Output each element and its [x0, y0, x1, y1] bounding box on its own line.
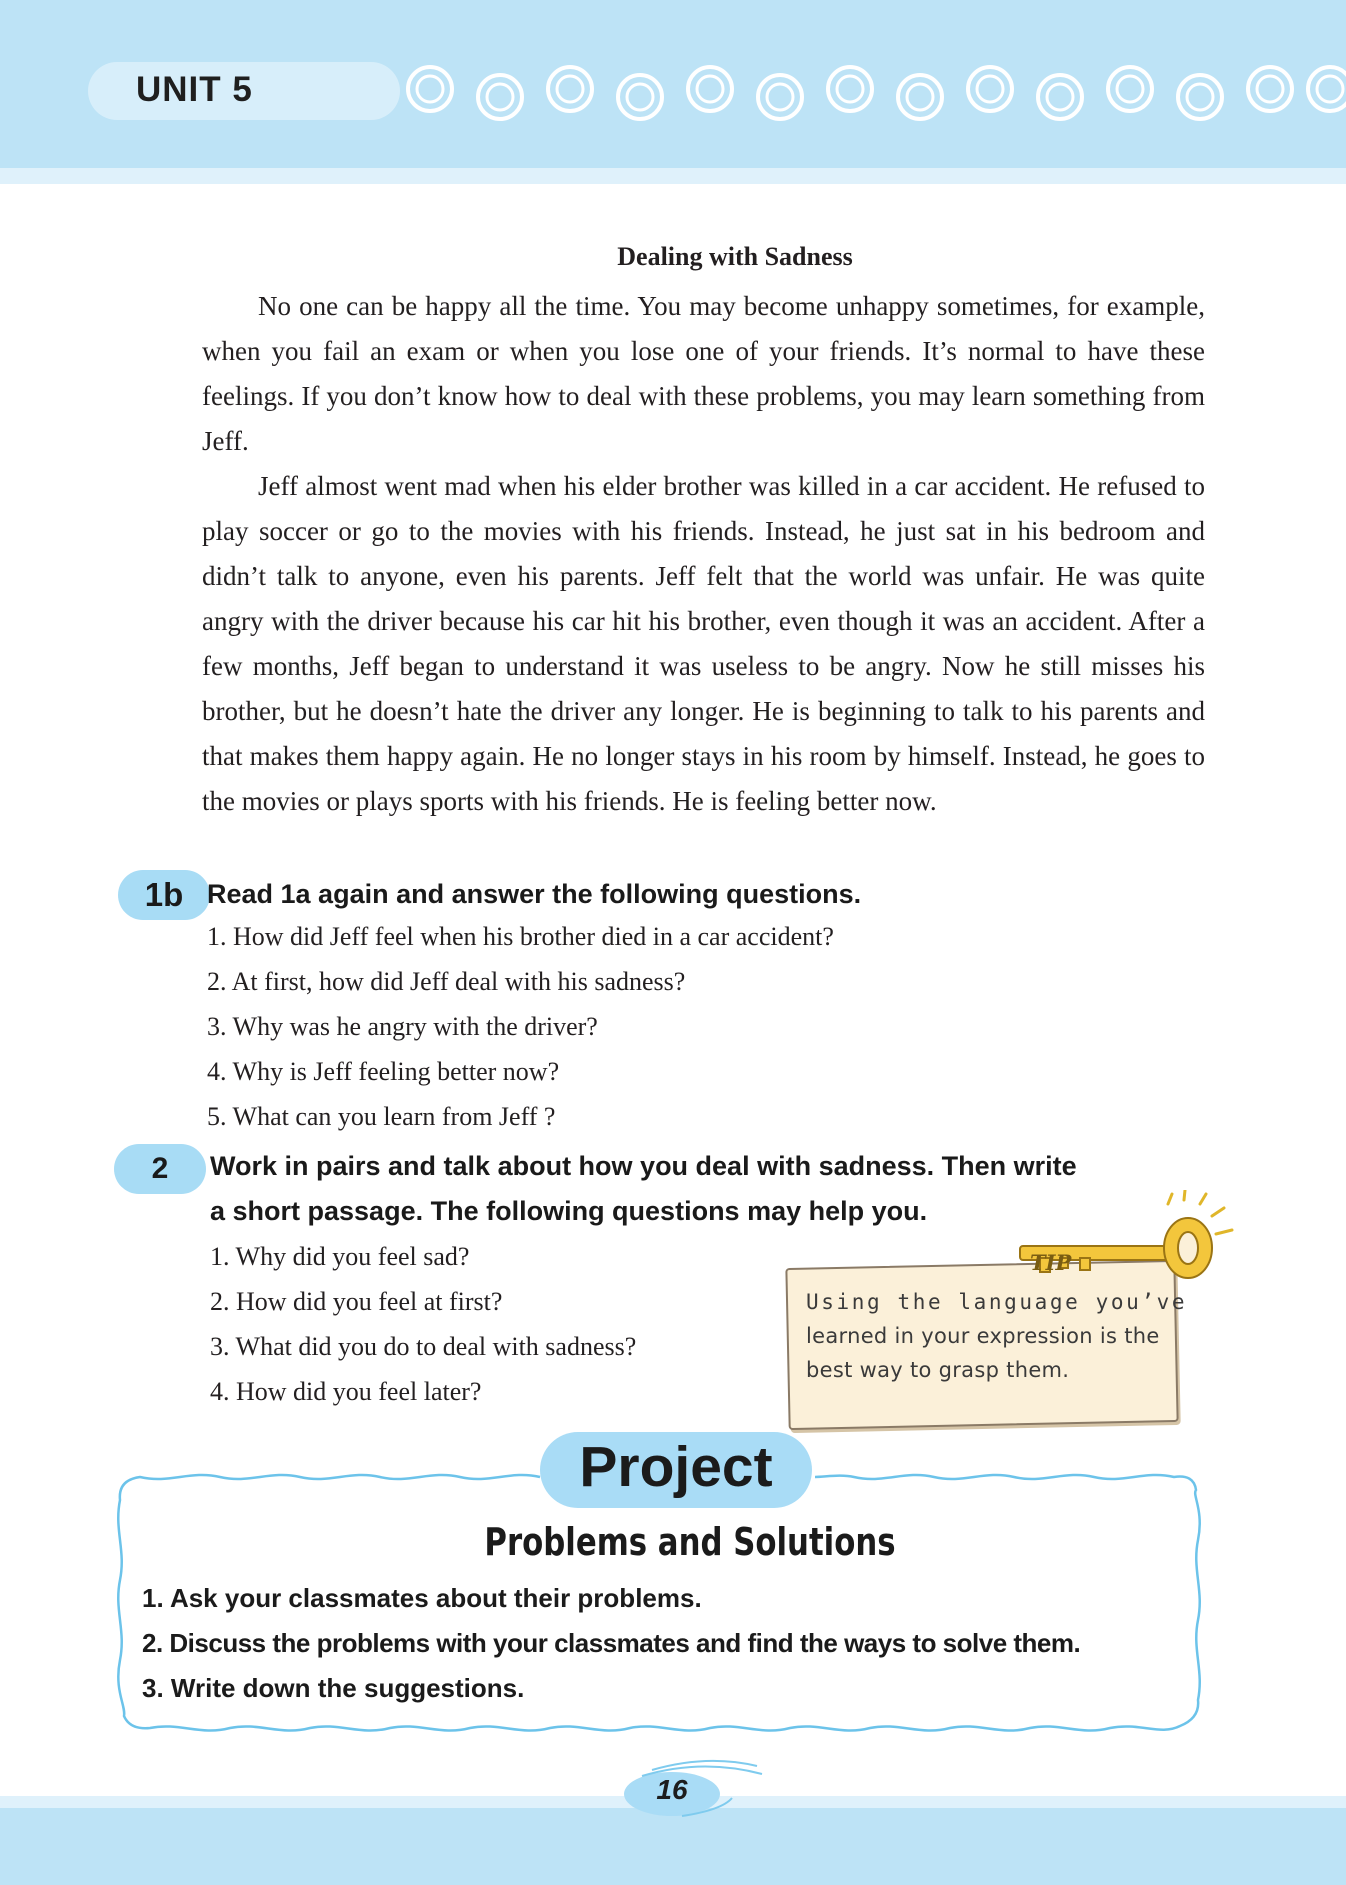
ring-icon — [1038, 75, 1082, 119]
question-item: 4. Why is Jeff feeling better now? — [207, 1057, 560, 1086]
question-item: 5. What can you learn from Jeff ? — [207, 1102, 556, 1131]
project-subtitle: Problems and Solutions — [484, 1520, 896, 1564]
ring-icon — [688, 67, 732, 111]
ring-icon — [1108, 67, 1152, 111]
ring-icon — [1178, 75, 1222, 119]
section-2-instruction: Work in pairs and talk about how you deal with sadness. Then write — [210, 1151, 1077, 1181]
ring-icon — [828, 67, 872, 111]
tip-text: best way to grasp them. — [806, 1358, 1070, 1382]
ring-icon — [898, 75, 942, 119]
section-2-instruction: a short passage. The following questions may help you. — [210, 1196, 928, 1226]
tip-text: Using the language you’ve — [806, 1290, 1188, 1314]
section-badge-1b: 1b — [118, 870, 210, 920]
ring-icon — [758, 75, 802, 119]
project-item: 1. Ask your classmates about their problems. — [142, 1583, 702, 1613]
ring-icon — [548, 67, 592, 111]
passage-paragraph: No one can be happy all the time. You may become unhappy sometimes, for example, when you fail an exam or when you lose one of your friends. It’s normal to have these feelings. If you don’t know how to deal with these problems, you may learn something from Jeff. — [202, 291, 1205, 456]
project-title: Project — [579, 1435, 773, 1499]
tip-label: TIP — [1030, 1250, 1072, 1275]
decorative-rings — [400, 60, 1346, 130]
section-badge-2: 2 — [114, 1144, 206, 1194]
passage-paragraph: Jeff almost went mad when his elder brother was killed in a car accident. He refused to play soccer or go to the movies with his friends. Instead, he just sat in his bedroom and didn’t talk to anyone, even his parents. Jeff felt that the world was unfair. He was quite angry with the driver because his car hit his brother, even though it was an accident. After a few months, Jeff began to understand it was useless to be angry. Now he still misses his brother, but he doesn’t hate the driver any longer. He is beginning to talk to his parents and that makes them happy again. He no longer stays in his room by himself. Instead, he goes to the movies or plays sports with his friends. He is feeling better now. — [202, 471, 1205, 816]
question-item: 2. How did you feel at first? — [210, 1287, 503, 1316]
question-item: 4. How did you feel later? — [210, 1377, 482, 1406]
project-item: 3. Write down the suggestions. — [142, 1673, 525, 1703]
project-item: 2. Discuss the problems with your classmates and find the ways to solve them. — [142, 1628, 1081, 1658]
question-item: 1. Why did you feel sad? — [210, 1242, 470, 1271]
ring-icon — [618, 75, 662, 119]
passage-title: Dealing with Sadness — [617, 242, 853, 271]
page-number: 16 — [656, 1774, 688, 1805]
question-item: 2. At first, how did Jeff deal with his sadness? — [207, 967, 686, 996]
ring-icon — [1308, 67, 1346, 111]
section-1b-instruction: Read 1a again and answer the following questions. — [207, 879, 862, 909]
question-item: 1. How did Jeff feel when his brother died in a car accident? — [207, 922, 834, 951]
ring-icon — [968, 67, 1012, 111]
header-strip — [0, 168, 1346, 184]
unit-label: UNIT 5 — [136, 70, 253, 109]
question-item: 3. What did you do to deal with sadness? — [210, 1332, 637, 1361]
question-item: 3. Why was he angry with the driver? — [207, 1012, 598, 1041]
ring-icon — [1248, 67, 1292, 111]
ring-icon — [408, 67, 452, 111]
ring-icon — [478, 75, 522, 119]
tip-text: learned in your expression is the — [806, 1324, 1160, 1348]
